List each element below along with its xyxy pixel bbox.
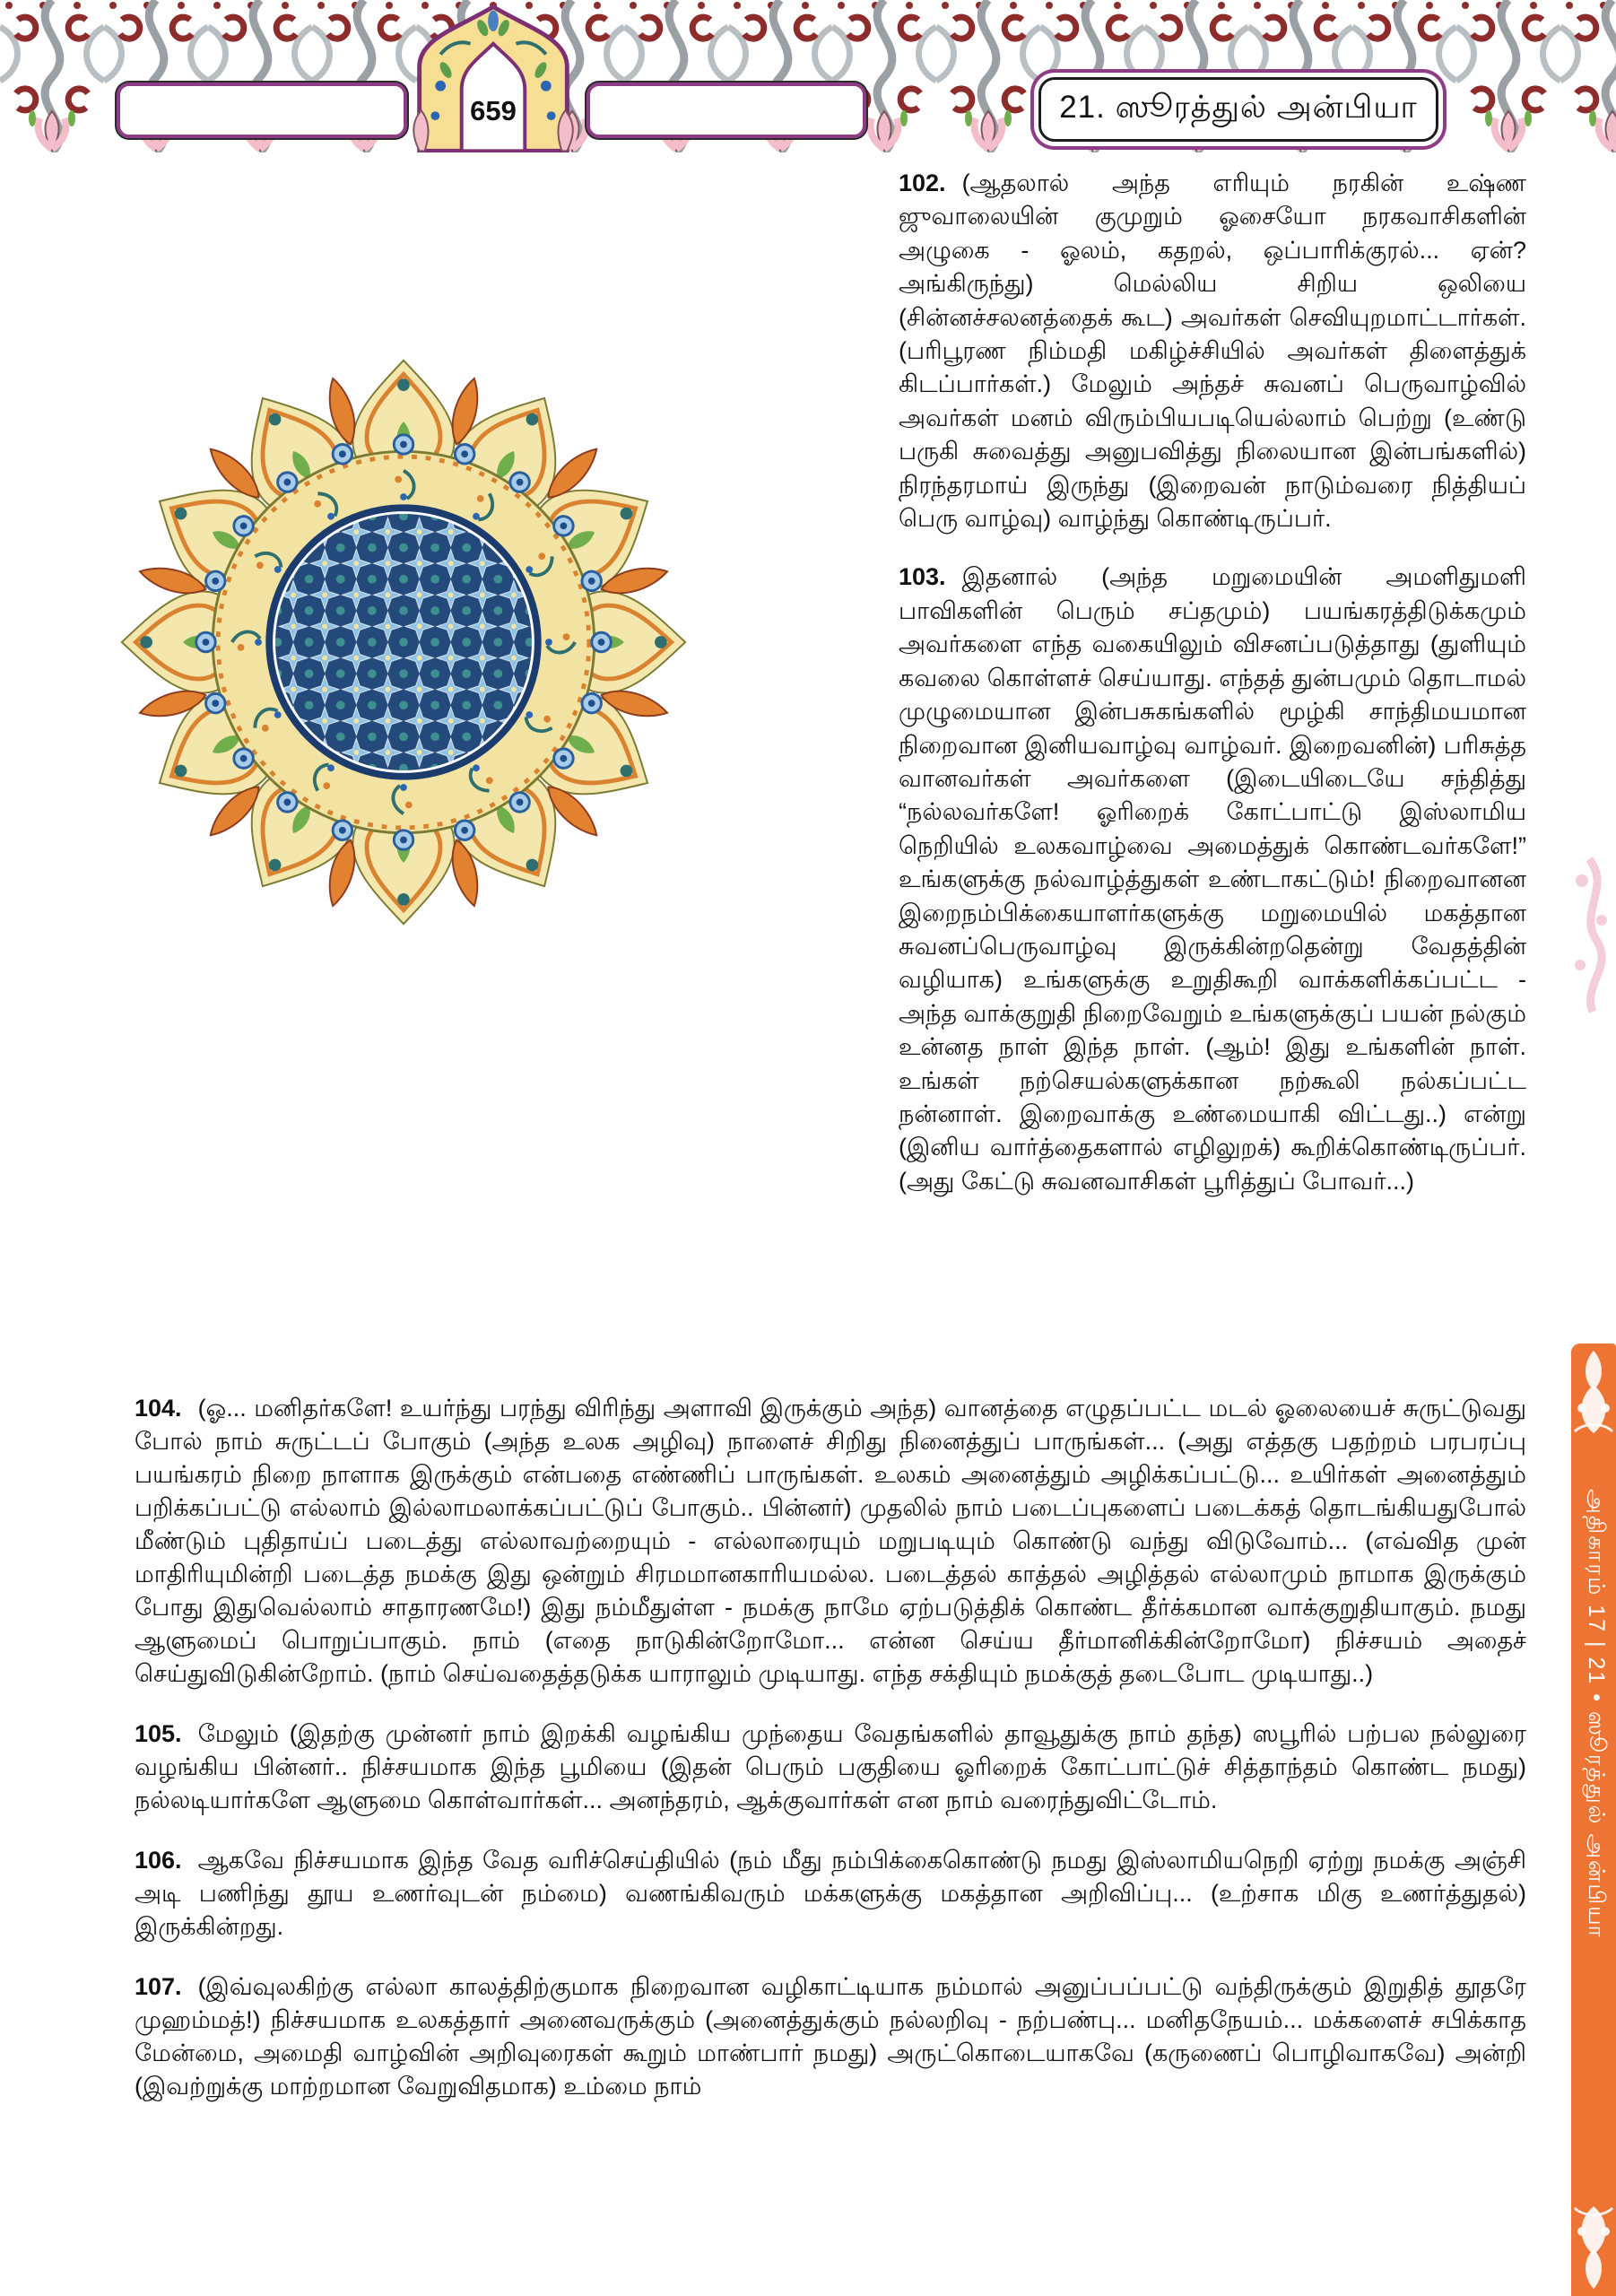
surah-title: 21. ஸூரத்துல் அன்பியா [1059, 90, 1418, 125]
verse-text: (ஓ... மனிதர்களே! உயர்ந்து பரந்து விரிந்து அளாவி இருக்கும் அந்த) வானத்தை எழுதப்பட்ட மடல் ஓலையைச் சுருட்டுவது போல் நாம் சுருட்டப் போகும் (அந்த உலக அழிவு) நாளைச் சிறிது நினைத்துப் பாருங்கள்... (அது எத்தகு பதற்றம் பரபரப்பு பயங்கரம் நிறை நாளாக இருக்கும் என்பதை எண்ணிப் பாருங்கள். உலகம் அனைத்தும் அழிக்கப்பட்டு... உயிர்கள் அனைத்தும் பறிக்கப்பட்டு எல்லாம் இல்லாமலாக்கப்பட்டுப் போகும்.. பின்னர்) முதலில் நாம் படைப்புகளைப் படைக்கத் தொடங்கியதுபோல் மீண்டும் புதிதாய்ப் படைத்து எல்லாவற்றையும் - எல்லாரையும் மறுபடியும் கொண்டு வந்து விடுவோம்... (எவ்வித முன் மாதிரியுமின்றி படைத்த நமக்கு இது ஒன்றும் சிரமமானகாரியமல்ல. படைத்தல் காத்தல் அழித்தல் எல்லாமும் நாமாக இருக்கும் போது இதுவெல்லாம் சாதாரணமே!) இது நம்மீதுள்ள - நமக்கு நாமே ஏற்படுத்திக் கொண்ட தீர்க்கமான வாக்குறுதியாகும். நமது ஆளுமைப் பொறுப்பாகும். நாம் (எதை நாடுகின்றோமோ... என்ன செய்ய தீர்மானிக்கின்றோமோ) நிச்சயம் அதைச் செய்துவிடுகின்றோம். (நாம் செய்வதைத்தடுக்க யாராலும் முடியாது. எந்த சக்தியும் நமக்குத் தடைபோட முடியாது..) [135, 1395, 1526, 1687]
verse-text: (ஆதலால் அந்த எரியும் நரகின் உஷ்ண ஜுவாலையின் குமுறும் ஓசையோ நரகவாசிகளின் அழுகை - ஓலம், கதறல், ஒப்பாரிக்குரல்... ஏன்? அங்கிருந்து) மெல்லிய சிறிய ஒலியை (சின்னச்சலனத்தைக் கூட) அவர்கள் செவியுறமாட்டார்கள். (பரிபூரண நிம்மதி மகிழ்ச்சியில் அவர்கள் திளைத்துக் கிடப்பார்கள்.) மேலும் அந்தச் சுவனப் பெருவாழ்வில் அவர்கள் மனம் விரும்பியபடியெல்லாம் பெற்று (உண்டு பருகி சுவைத்து அனுபவித்து நிலையான இன்பங்களில்) நிரந்தரமாய் இருந்து (இறைவன் நாடும்வரை நித்தியப் பெரு வாழ்வு) வாழ்ந்து கொண்டிருப்பர். [899, 170, 1526, 533]
header-ornamental-arch [405, 0, 581, 152]
verse-text: இதனால் (அந்த மறுமையின் அமளிதுமளி பாவிகளின் பெரும் சப்தமும்) பயங்கரத்திடுக்கமும் அவர்களை எந்த வகையிலும் விசனப்படுத்தாது (துளியும் கவலை கொள்ளச் செய்யாது. எந்தத் துன்பமும் தொடாமல் முழுமையான இன்பசுகங்களில் மூழ்கி சாந்திமயமான நிறைவான இனியவாழ்வு வாழ்வர். இறைவனின்) பரிசுத்த வானவர்கள் அவர்களை (இடையிடையே சந்தித்து “நல்லவர்களே! ஓரிறைக் கோட்பாட்டு இஸ்லாமிய நெறியில் உலகவாழ்வை அமைத்துக் கொண்டவர்களே!” உங்களுக்கு நல்வாழ்த்துகள் உண்டாகட்டும்! நிறைவானன இறைநம்பிக்கையாளர்களுக்கு மறுமையில் மகத்தான சுவனப்பெருவாழ்வு இருக்கின்றதென்று வேதத்தின் வழியாக) உங்களுக்கு உறுதிகூறி வாக்களிக்கப்பட்ட - அந்த வாக்குறுதி நிறைவேறும் உங்களுக்குப் பயன் நல்கும் உன்னத நாள் இந்த நாள். (ஆம்! இது உங்களின் நாள். உங்கள் நற்செயல்களுக்கான நற்கூலி நல்கப்பட்ட நன்னாள். இறைவாக்கு உண்மையாகி விட்டது..) என்று (இனிய வார்த்தைகளால் எழிலுறக்) கூறிக்கொண்டிருப்பர். (அது கேட்டு சுவனவாசிகள் பூரித்துப் போவர்...) [899, 563, 1526, 1195]
verse-paragraph-103 [899, 561, 1526, 1198]
verse-number: 106. [135, 1847, 182, 1874]
verse-paragraph-106 [135, 1844, 1526, 1944]
verse-number: 102. [899, 170, 946, 196]
verse-column-right [899, 167, 1526, 1223]
tab-lace-ornament-top [1571, 1345, 1616, 1439]
header-cartouche-left [117, 83, 407, 138]
islamic-geometric-medallion [115, 353, 692, 931]
verse-paragraph-107 [135, 1970, 1526, 2103]
verse-paragraph-104 [135, 1392, 1526, 1691]
verse-number: 105. [135, 1720, 182, 1747]
page-number: 659 [470, 95, 517, 126]
chapter-tab-label: அதிகாரம் 17 | 21 • ஸூரத்துல் அன்பியா [1584, 1489, 1609, 1939]
pink-flourish-ornament [1562, 850, 1616, 1021]
verse-text: மேலும் (இதற்கு முன்னர் நாம் இறக்கி வழங்கிய முந்தைய வேதங்களில் தாவூதுக்கு நாம் தந்த) ஸபூரில் பற்பல நல்லுரை வழங்கிய பின்னர்.. நிச்சயமாக இந்த பூமியை (இதன் பெரும் பகுதியை ஓரிறைக் கோட்பாட்டுச் சித்தாந்தம் கொண்ட நமது) நல்லடியார்களே ஆளுமை கொள்வார்கள்... அனந்தரம், ஆக்குவார்கள் என நாம் வரைந்துவிட்டோம். [135, 1720, 1526, 1813]
verse-section-bottom [135, 1392, 1526, 2130]
verse-number: 103. [899, 563, 946, 591]
verse-paragraph-102 [899, 167, 1526, 535]
verse-paragraph-105 [135, 1718, 1526, 1817]
tab-lace-ornament-bottom [1571, 2200, 1616, 2294]
verse-number: 107. [135, 1973, 182, 2000]
verse-text: ஆகவே நிச்சயமாக இந்த வேத வரிச்செய்தியில் (நம் மீது நம்பிக்கைகொண்டு நமது இஸ்லாமியநெறி ஏற்று நமக்கு அஞ்சி அடி பணிந்து தூய உணர்வுடன் நம்மை) வணங்கிவரும் மக்களுக்கு மகத்தான அறிவிப்பு... (உற்சாக மிகு உணர்த்துதல்) இருக்கின்றது. [135, 1847, 1526, 1940]
verse-number: 104. [135, 1395, 182, 1422]
header-cartouche-middle [586, 83, 866, 138]
verse-text: (இவ்வுலகிற்கு எல்லா காலத்திற்குமாக நிறைவான வழிகாட்டியாக நம்மால் அனுப்பப்பட்டு வந்திருக்கும் இறுதித் தூதரே முஹம்மத்!) நிச்சயமாக உலகத்தார் அனைவருக்கும் (அனைத்துக்கும் நல்லறிவு - நற்பண்பு... மனிதநேயம்... மக்களைச் சபிக்காத மேன்மை, அமைதி வாழ்வின் அறிவுரைகள் கூறும் மாண்பார் நமது) அருட்கொடையாகவே (கருணைப் பொழிவாகவே) அன்றி (இவற்றுக்கு மாற்றமான வேறுவிதமாக) உம்மை நாம் [135, 1973, 1526, 2100]
surah-title-cartouche [1038, 77, 1438, 142]
